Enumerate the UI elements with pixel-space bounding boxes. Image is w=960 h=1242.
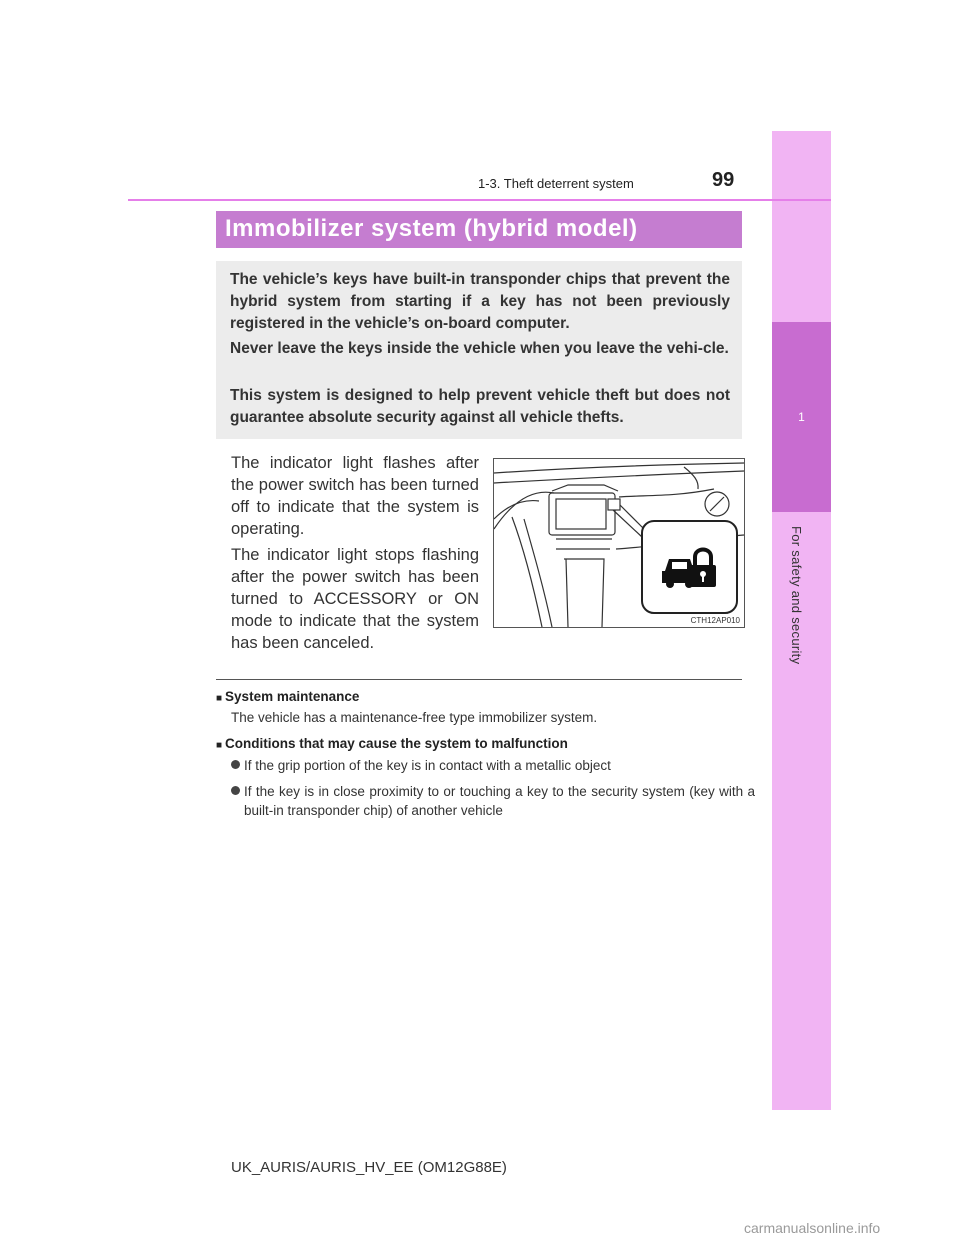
bullet-dot-icon — [231, 760, 240, 769]
note-bullet — [231, 782, 755, 820]
note-heading-maintenance — [216, 689, 359, 704]
body-paragraph-2: The indicator light stops flashing after the power switch has been turned to ACCESSORY or ON mode to indicate that the system has been canceled. — [231, 546, 479, 652]
page-title: Immobilizer system (hybrid model) — [225, 215, 638, 242]
intro-paragraph-1: The vehicle’s keys have built-in transponder chips that prevent the hybrid system from starting if a key has not been previously registered in the vehicle’s on-board computer. — [230, 271, 730, 332]
figure-code: CTH12AP010 — [690, 616, 740, 625]
bullet-text: If the key is in close proximity to or touching a key to the security system (key with a built-in transponder chip) of another vehicle — [244, 784, 755, 818]
header-rule — [128, 199, 831, 201]
note-bullet — [231, 756, 755, 775]
dashboard-illustration — [493, 458, 745, 628]
dashboard-line-drawing — [494, 459, 744, 627]
chapter-label: For safety and security — [789, 526, 804, 665]
intro-paragraph-2: Never leave the keys inside the vehicle when you leave the vehi-cle. — [230, 340, 729, 357]
chapter-side-tab — [772, 131, 831, 1110]
intro-paragraph-3: This system is designed to help prevent vehicle theft but does not guarantee absolute security against all vehicle thefts. — [230, 387, 730, 426]
body-paragraph-1: The indicator light flashes after the power switch has been turned off to indicate that the system is operating. — [231, 454, 479, 538]
note-heading-text: Conditions that may cause the system to malfunction — [225, 736, 568, 751]
page-title-bar — [216, 211, 742, 248]
note-heading-malfunction — [216, 736, 568, 751]
document-footer: UK_AURIS/AURIS_HV_EE (OM12G88E) — [231, 1159, 507, 1176]
intro-box — [216, 261, 742, 439]
square-bullet-icon: ■ — [216, 693, 223, 704]
bullet-text: If the grip portion of the key is in contact with a metallic object — [244, 758, 611, 773]
watermark: carmanualsonline.info — [744, 1220, 881, 1236]
section-title: 1-3. Theft deterrent system — [478, 176, 634, 191]
page-number: 99 — [712, 169, 735, 191]
bullet-dot-icon — [231, 786, 240, 795]
chapter-number: 1 — [798, 410, 805, 424]
note-text-maintenance: The vehicle has a maintenance-free type immobilizer system. — [231, 710, 598, 725]
note-heading-text: System maintenance — [225, 689, 360, 704]
chapter-number-block — [772, 322, 831, 512]
square-bullet-icon: ■ — [216, 740, 223, 751]
notes-divider — [216, 679, 742, 680]
